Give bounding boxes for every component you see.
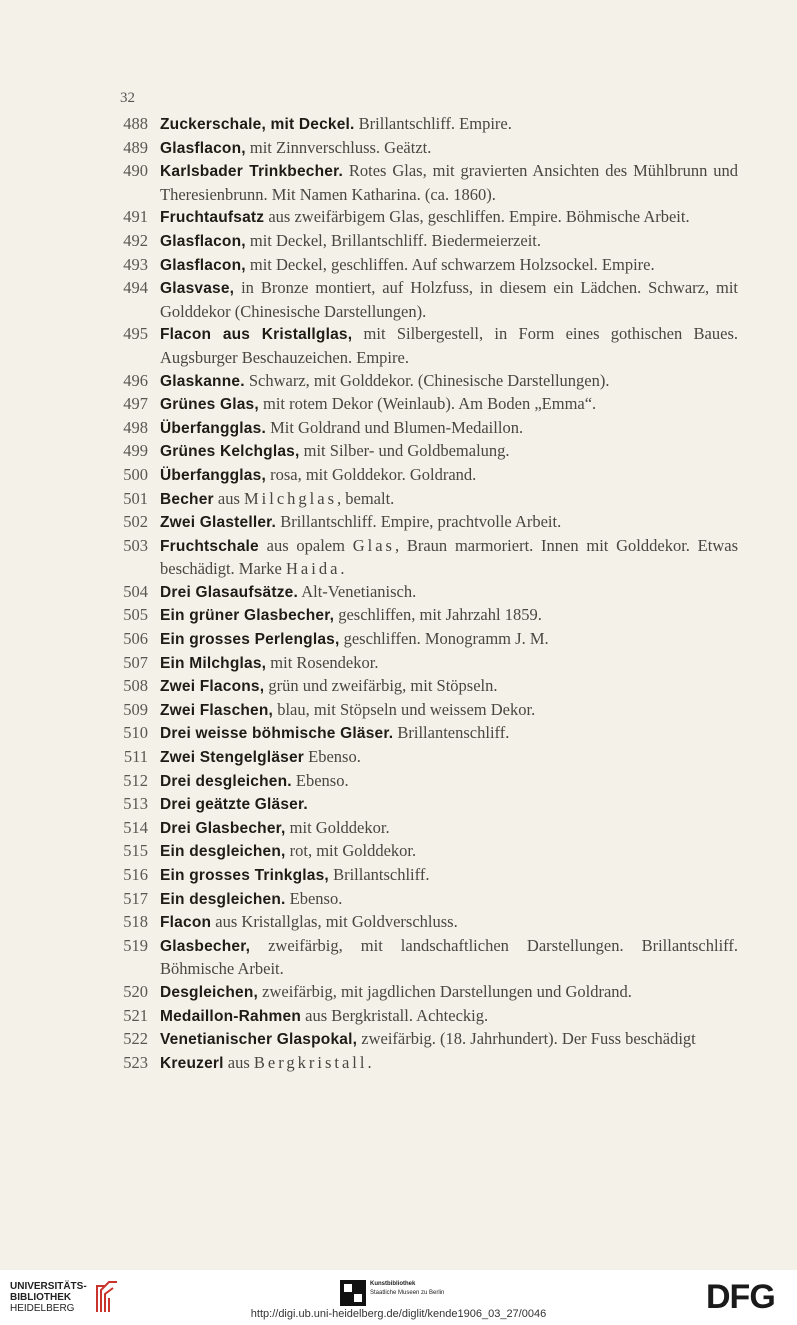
entry-number: 496 — [123, 370, 148, 390]
entry-title: Ein grosses Trinkglas, — [160, 867, 329, 884]
entry-text: mit Silbergestell, in Form eines gothischen Baues. Augsburger Beschauzeichen. Empire. — [160, 324, 738, 367]
entry-spaced-text: Bergkristall — [253, 1052, 368, 1072]
ub-line-2: BIBLIOTHEK — [10, 1291, 72, 1303]
entry-text: mit Rosendekor. — [266, 652, 379, 672]
catalog-entry — [110, 935, 738, 981]
entry-description — [160, 675, 738, 699]
entry-description — [160, 440, 738, 464]
catalog-entry — [110, 113, 738, 137]
catalog-entry — [110, 817, 738, 841]
ub-line-1: UNIVERSITÄTS- — [10, 1280, 87, 1292]
catalog-entry — [110, 581, 738, 605]
entry-number: 521 — [123, 1005, 148, 1025]
entry-text: mit Zinnverschluss. Geätzt. — [245, 137, 432, 157]
entry-number: 505 — [123, 605, 148, 625]
entry-text: rosa, mit Golddekor. Goldrand. — [265, 464, 477, 484]
entry-title: Grünes Kelchglas, — [160, 443, 300, 461]
entry-number: 501 — [123, 488, 148, 508]
catalog-entry — [110, 230, 738, 254]
entry-number: 518 — [123, 912, 148, 932]
catalog-entry — [110, 675, 738, 699]
entry-title: Zwei Stengelgläser — [160, 749, 305, 767]
catalog-entry — [110, 535, 738, 581]
entry-description — [160, 581, 738, 605]
entry-number: 507 — [123, 652, 148, 672]
catalog-entry — [110, 652, 738, 676]
entry-title: Zwei Flaschen, — [160, 701, 274, 719]
entry-title: Zwei Flacons, — [160, 678, 265, 696]
entry-text: mit rotem Dekor (Weinlaub). Am Boden „Emma“. — [258, 394, 597, 414]
catalog-entry — [110, 1052, 738, 1076]
entry-text: Brillantschliff. Empire. — [354, 114, 512, 133]
entry-number: 493 — [123, 254, 148, 274]
entry-description — [160, 113, 738, 137]
entry-number: 520 — [123, 981, 148, 1001]
entry-title: Flacon — [160, 914, 212, 932]
entry-title: Medaillon-Rahmen — [160, 1007, 301, 1025]
entry-text: mit Golddekor. — [285, 817, 390, 837]
entry-text: geschliffen, mit Jahrzahl 1859. — [334, 605, 542, 625]
entry-title: Zuckerschale, mit Deckel. — [160, 116, 355, 133]
entry-description — [160, 770, 738, 794]
catalog-entry — [110, 911, 738, 935]
catalog-entry — [110, 277, 738, 323]
entry-title: Ein desgleichen, — [160, 843, 286, 861]
entry-description — [160, 793, 738, 817]
entry-title: Venetianischer Glaspokal, — [160, 1031, 358, 1049]
entry-number: 488 — [123, 114, 148, 133]
catalog-entry — [110, 746, 738, 770]
catalog-entry — [110, 160, 738, 206]
viewer-footer — [0, 1270, 797, 1325]
entry-text: Brillantenschliff. — [393, 723, 510, 743]
entry-number: 492 — [123, 230, 148, 250]
entry-number: 522 — [123, 1029, 148, 1049]
entry-title: Karlsbader Trinkbecher. — [160, 163, 343, 181]
entry-title: Glasvase, — [160, 280, 235, 298]
entry-title: Fruchtaufsatz — [160, 209, 265, 227]
entry-description — [160, 864, 738, 888]
entry-text: zweifärbig, mit landschaftlichen Darstellungen. Brillantschliff. Böhmische Arbeit. — [160, 935, 738, 979]
catalog-entry — [110, 206, 738, 230]
entry-text: zweifärbig, mit jagdlichen Darstellungen und Goldrand. — [258, 981, 632, 1001]
catalog-entry — [110, 323, 738, 369]
entry-description — [160, 230, 738, 254]
entry-description — [160, 464, 738, 488]
entry-text: Brillantschliff. — [328, 865, 430, 884]
entry-number: 514 — [123, 817, 148, 837]
entry-text: aus opalem — [258, 535, 353, 555]
catalog-entry — [110, 699, 738, 723]
entry-title: Drei weisse böhmische Gläser. — [160, 725, 394, 743]
entry-title: Ein grosses Perlenglas, — [160, 631, 340, 649]
entry-text: mit Silber- und Goldbemalung. — [299, 441, 510, 461]
entry-spaced-text: Haida — [286, 559, 341, 579]
entry-description — [160, 604, 738, 628]
entry-title: Ein grüner Glasbecher, — [160, 607, 335, 625]
entry-spaced-text: Milchglas — [244, 488, 338, 508]
entry-description — [160, 277, 738, 323]
entry-title: Drei Glasbecher, — [160, 819, 286, 837]
entry-text: rot, mit Golddekor. — [285, 841, 417, 861]
entry-number: 495 — [123, 324, 148, 344]
entry-number: 502 — [123, 512, 148, 532]
entry-number: 515 — [123, 841, 148, 861]
entry-number: 489 — [123, 137, 148, 157]
kunstbibliothek-logo[interactable] — [340, 1280, 444, 1306]
entry-number: 498 — [123, 417, 148, 437]
entry-text: in Bronze montiert, auf Holzfuss, in diesem ein Lädchen. Schwarz, mit Golddekor (Chinesische Darstellungen). — [160, 278, 738, 321]
entry-number: 494 — [123, 278, 148, 298]
entry-text: geschliffen. Monogramm J. M. — [339, 629, 549, 649]
entry-text: Mit Goldrand und Blumen-Medaillon. — [265, 417, 524, 437]
permalink-url[interactable]: http://digi.ub.uni-heidelberg.de/diglit/kende1906_03_27/0046 — [250, 1308, 547, 1320]
catalog-entry — [110, 981, 738, 1005]
catalog-entry — [110, 770, 738, 794]
entry-title: Glasflacon, — [160, 256, 246, 274]
entry-description — [160, 206, 738, 230]
entry-number: 516 — [123, 865, 148, 884]
kb-line-1: Kunstbibliothek — [370, 1281, 416, 1287]
entry-number: 500 — [123, 464, 148, 484]
entry-description — [160, 160, 738, 206]
catalog-entry — [110, 604, 738, 628]
entry-title: Zwei Glasteller. — [160, 514, 277, 532]
entry-description — [160, 935, 738, 981]
entry-number: 517 — [123, 888, 148, 908]
entry-text: aus Bergkristall. Achteckig. — [301, 1005, 489, 1025]
entry-title: Glaskanne. — [160, 372, 245, 390]
entry-description — [160, 137, 738, 161]
entry-number: 491 — [123, 207, 148, 227]
entry-title: Überfangglas. — [160, 419, 266, 437]
ub-line-3: HEIDELBERG — [10, 1302, 75, 1314]
entry-description — [160, 254, 738, 278]
entry-text: aus — [213, 488, 245, 508]
entry-description — [160, 1005, 738, 1029]
entry-number: 497 — [123, 394, 148, 414]
entry-description — [160, 746, 738, 770]
entry-description — [160, 1028, 738, 1052]
entry-text: Alt-Venetianisch. — [298, 581, 417, 601]
entry-number: 509 — [123, 699, 148, 719]
entry-description — [160, 511, 738, 535]
entry-title: Überfangglas, — [160, 466, 266, 484]
entry-text: Schwarz, mit Golddekor. (Chinesische Darstellungen). — [244, 370, 610, 390]
entry-text: Brillantschliff. Empire, prachtvolle Arbeit. — [276, 512, 562, 532]
entry-text: , bemalt. — [337, 488, 395, 508]
entry-description — [160, 699, 738, 723]
entry-description — [160, 393, 738, 417]
entry-title: Grünes Glas, — [160, 396, 259, 414]
catalog-entry-list — [110, 113, 738, 1075]
entry-text: Ebenso. — [285, 888, 343, 908]
entry-text: mit Deckel, geschliffen. Auf schwarzem Holzsockel. Empire. — [245, 254, 655, 274]
entry-title: Drei desgleichen. — [160, 772, 292, 790]
catalog-entry — [110, 511, 738, 535]
catalog-entry — [110, 254, 738, 278]
catalog-entry — [110, 1005, 738, 1029]
catalog-entry — [110, 840, 738, 864]
entry-title: Ein desgleichen. — [160, 890, 286, 908]
page-number: 32 — [120, 90, 135, 106]
catalog-entry — [110, 793, 738, 817]
entry-title: Kreuzerl — [160, 1054, 224, 1072]
entry-text: mit Deckel, Brillantschliff. Biedermeierzeit. — [245, 230, 541, 250]
entry-description — [160, 652, 738, 676]
entry-description — [160, 981, 738, 1005]
entry-description — [160, 488, 738, 512]
entry-title: Glasbecher, — [160, 937, 251, 955]
entry-description — [160, 535, 738, 581]
entry-number: 508 — [123, 676, 148, 696]
entry-title: Becher — [160, 490, 214, 508]
entry-description — [160, 817, 738, 841]
entry-number: 506 — [123, 629, 148, 649]
entry-title: Fruchtschale — [160, 537, 259, 555]
entry-description — [160, 911, 738, 935]
entry-number: 510 — [123, 723, 148, 743]
entry-title: Drei geätzte Gläser. — [160, 796, 308, 814]
entry-text: Rotes Glas, mit gravierten Ansichten des Mühlbrunn und Theresienbrunn. Mit Namen Katharina. (ca. 1860). — [160, 161, 738, 204]
catalog-entry — [110, 393, 738, 417]
entry-text: zweifärbig. (18. Jahrhundert). Der Fuss beschädigt — [357, 1029, 696, 1049]
entry-text: blau, mit Stöpseln und weissem Dekor. — [273, 699, 536, 719]
entry-text: aus — [223, 1052, 254, 1072]
catalog-entry — [110, 370, 738, 394]
entry-title: Ein Milchglas, — [160, 654, 267, 672]
entry-description — [160, 722, 738, 746]
entry-description — [160, 888, 738, 912]
smb-emblem-icon — [340, 1280, 366, 1306]
entry-title: Flacon aus Kristallglas, — [160, 326, 353, 344]
entry-text: Ebenso. — [304, 747, 361, 767]
entry-number: 490 — [123, 161, 148, 181]
catalog-entry — [110, 137, 738, 161]
catalog-entry — [110, 722, 738, 746]
entry-description — [160, 323, 738, 369]
entry-description — [160, 370, 738, 394]
catalog-entry — [110, 464, 738, 488]
entry-number: 523 — [123, 1052, 148, 1072]
entry-number: 511 — [123, 747, 148, 767]
entry-spaced-text: Glas — [352, 535, 395, 555]
entry-title: Drei Glasaufsätze. — [160, 583, 298, 601]
entry-number: 519 — [123, 935, 148, 955]
entry-text: aus zweifärbigem Glas, geschliffen. Empire. Böhmische Arbeit. — [264, 207, 690, 227]
entry-number: 499 — [123, 441, 148, 461]
entry-number: 503 — [123, 535, 148, 555]
entry-number: 513 — [123, 794, 148, 814]
entry-title: Desgleichen, — [160, 983, 259, 1001]
entry-title: Glasflacon, — [160, 139, 246, 157]
kb-line-2: Staatliche Museen zu Berlin — [370, 1290, 445, 1296]
entry-text: Ebenso. — [291, 770, 349, 790]
dfg-logo[interactable]: DFG — [706, 1278, 775, 1316]
entry-description — [160, 1052, 738, 1076]
entry-text: . — [367, 1052, 372, 1072]
catalog-entry — [110, 628, 738, 652]
catalog-entry — [110, 440, 738, 464]
catalog-entry — [110, 488, 738, 512]
entry-text: . — [340, 559, 345, 579]
catalog-entry — [110, 417, 738, 441]
entry-text: , Braun marmoriert. Innen mit Golddekor. Etwas beschädigt. Marke — [160, 535, 738, 579]
entry-title: Glasflacon, — [160, 232, 246, 250]
catalog-entry — [110, 1028, 738, 1052]
catalog-entry — [110, 864, 738, 888]
entry-description — [160, 628, 738, 652]
entry-number: 504 — [123, 581, 148, 601]
entry-number: 512 — [123, 770, 148, 790]
entry-description — [160, 840, 738, 864]
entry-text: aus Kristallglas, mit Goldverschluss. — [211, 912, 458, 932]
entry-text: grün und zweifärbig, mit Stöpseln. — [264, 676, 498, 696]
entry-description — [160, 417, 738, 441]
catalog-entry — [110, 888, 738, 912]
